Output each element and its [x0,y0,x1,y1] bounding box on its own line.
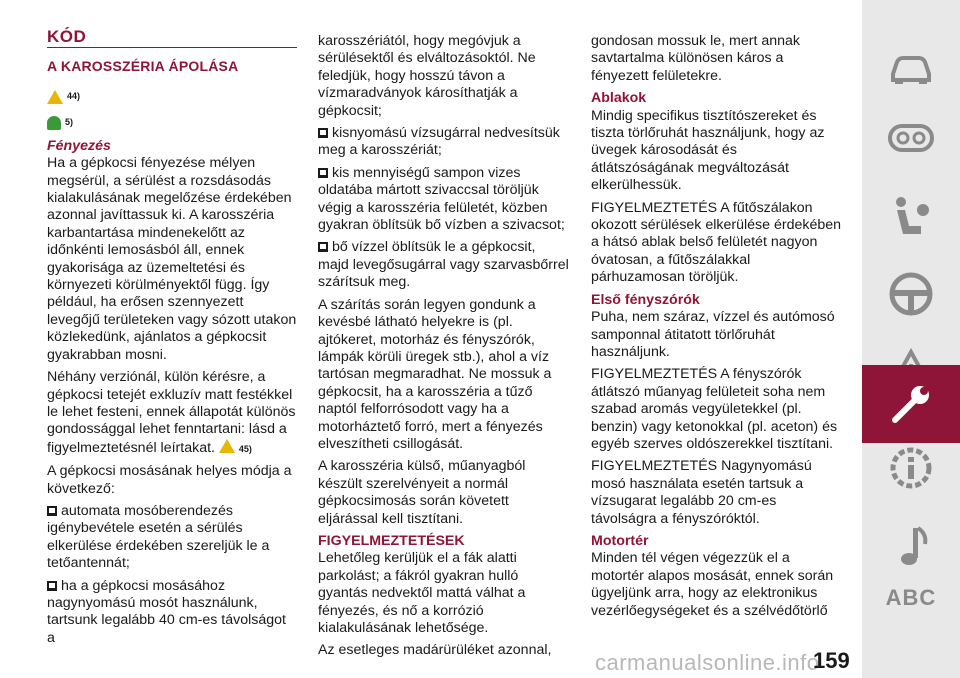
paragraph: A gépkocsi mosásának helyes módja a következő: [47,463,292,497]
paragraph: FIGYELMEZTETÉS A fűtőszálakon okozott sérülések elkerülése érdekében a hátsó ablak belső felületét nagyon óvatosan, a fűtőszálakkal párhuzamosan töröljük. [591,199,842,286]
sidebar-item-dashboard[interactable] [862,100,960,176]
paragraph: A karosszéria külső, műanyagból készült szerelvényeit a normál gépkocsimosás során követett eljárással kell tisztítani. [318,458,526,527]
warning-reference [47,84,297,110]
paragraph: gondosan mossuk le, mert annak savtartalma különösen káros a fényezett felületekre. [591,33,800,84]
bullet-icon [318,168,328,178]
paragraph: FIGYELMEZTETÉS Nagynyomású mosó használata esetén tartsuk a vízsugarat legalább 20 cm-es távolságra a fényszóróktól. [591,458,812,527]
list-item [318,125,570,160]
subheading-paint: Fényezés [47,137,111,154]
subheading-warnings: FIGYELMEZTETÉSEK [318,532,465,549]
paragraph: Az esetleges madárürüléket azonnal, [318,642,552,659]
paragraph: Ha a gépkocsi fényezése mélyen megsérül, a sérülést a rozsdásodás kialakulásának megelőzése érdekében azonnal javíttassuk ki. A karosszéria karbantartása mindenekelőtt az időnkénti lemosásból áll, ennek gyakorisága az üzemeltetési és környezeti körülményektől függ. Így például, ha erősen szennyezett levegőjű területeken vagy sózott utakon közlekedünk, ajánlatos a gépkocsit gyakrabban mosni. [47,155,297,363]
warning-triangle-icon [47,90,63,104]
paragraph: Minden tél végen végezzük el a motortér alapos mosását, ennek során ügyeljünk arra, hogy az elektronikus vezérlőegységeket és a szélvédőtörlő [591,550,834,619]
wrench-icon [887,380,935,428]
bullet-icon [318,128,328,138]
paragraph: FIGYELMEZTETÉS A fényszórók átlátszó műanyag felületeit soha nem szabad aromás vegyületekkel (pl. benzin) vagy ketonokkal (pl. aceton) és egyéb szerves oldószerekkel tisztítani. [591,366,838,452]
paragraph: Puha, nem száraz, vízzel és autómosó samponnal átitatott törlőruhát használjunk. [591,309,835,360]
steering-wheel-icon [887,270,935,318]
page-code-title: KÓD [47,28,297,48]
car-icon [887,44,935,92]
list-item [47,503,297,573]
environment-reference [47,110,297,136]
warning-ref-number: 45) [238,443,252,454]
watermark: carmanualsonline.info [595,650,820,675]
paragraph: A szárítás során legyen gondunk a kevésbé látható helyekre is (pl. ajtókeret, motorház és fényszórók, lámpák körüli üregek stb.), ahol a víz tartósan megmaradhat. Ne mossuk a gépkocsit, ha a karosszéria a tűző naptól felforrósodott vagy ha a motorháztető forró, mert a fényezés elveszítheti csillogását. [318,296,552,452]
paragraph-text: Néhány verziónál, külön kérésre, a gépkocsi tetejét exkluzív matt festékkel le lehet festeni, ennek állapotát különös gondossággal lehet fenntartani: lásd a figyelmeztetésnél leírtakat. [47,369,296,456]
paragraph: karosszériától, hogy megóvjuk a sérülésektől és elváltozásoktól. Ne feledjük, hogy hosszú távon a vízmaradványok károsíthatják a gépkocsit; [318,33,536,119]
list-item [318,165,570,235]
environment-ref-number: 5) [65,117,74,128]
sidebar-item-technical-data[interactable] [862,430,960,506]
seat-airbag-icon [887,192,935,240]
list-item [47,578,297,648]
sidebar-item-safety[interactable] [862,178,960,254]
column-3 [591,33,843,625]
column-2 [318,33,570,665]
info-gear-icon [887,444,935,492]
paragraph: Lehetőleg kerüljük el a fák alatti parkolást; a fákról gyakran hulló gyantás nedvektől mattá válhat a fényezés, és nő a korrózió kialakulásának lehetősége. [318,550,526,636]
subheading-windows: Ablakok [591,90,647,107]
dashboard-icon [887,114,935,162]
subheading-headlights: Első fényszórók [591,291,700,308]
column-1 [47,28,297,652]
list-item-text: ha a gépkocsi mosásához nagynyomású mosót használunk, tartsunk legalább 40 cm-es távolságot a [47,577,286,646]
sidebar-item-driving[interactable] [862,256,960,332]
list-item-text: bő vízzel öblítsük le a gépkocsit, majd levegősugárral vagy szarvasbőrrel szárítsuk meg. [318,239,569,291]
subheading-engine-bay: Motortér [591,532,649,549]
bullet-icon [47,506,57,516]
bullet-icon [47,581,57,591]
sidebar-item-index[interactable] [862,560,960,636]
warning-ref-number: 44) [67,91,81,102]
paragraph [47,369,297,458]
list-item-text: automata mosóberendezés igénybevétele esetén a sérülés elkerülése érdekében szereljük le a tetőantennát; [47,502,270,572]
environment-leaf-icon [47,116,61,130]
index-abc-label: ABC [885,585,937,610]
list-item-text: kis mennyiségű sampon vizes oldatába mártott szivaccsal töröljük végig a karosszéria felületét, közben gyakran öblítsük bő vízben a szivacsot; [318,164,565,234]
paragraph: Mindig specifikus tisztítószereket és tiszta törlőruhát használjunk, hogy az üvegek károsodását és átlátszóságának megváltozását elkerülhessük. [591,107,825,194]
bullet-icon [318,242,328,252]
sidebar-item-car[interactable] [862,30,960,106]
page-number: 159 [813,648,850,673]
section-title: A KAROSSZÉRIA ÁPOLÁSA [47,58,239,75]
list-item-text: kisnyomású vízsugárral nedvesítsük meg a karosszériát; [318,125,560,159]
warning-triangle-icon [219,439,235,453]
chapter-sidebar [862,0,960,678]
list-item [318,239,570,291]
